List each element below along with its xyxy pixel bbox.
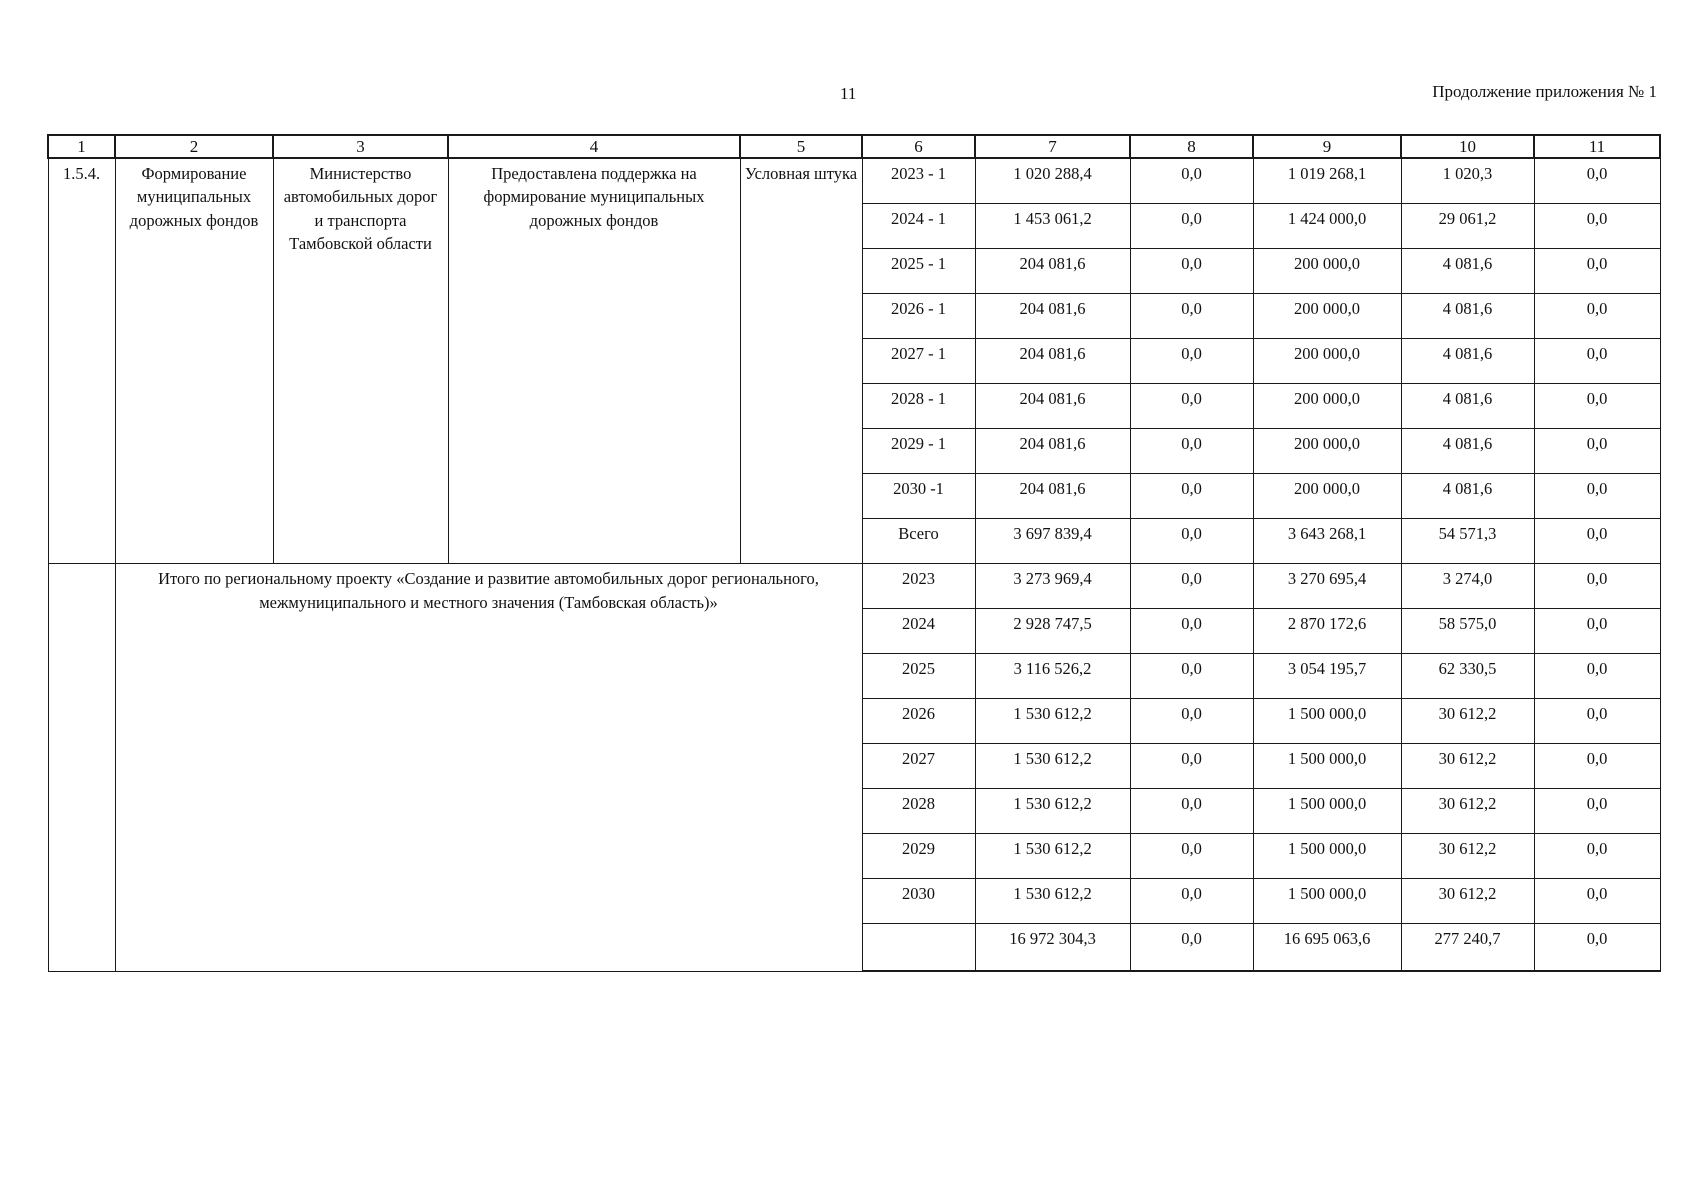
local-cell: 4 081,6	[1401, 384, 1534, 429]
header-cell: 11	[1534, 135, 1660, 158]
local-cell: 30 612,2	[1401, 834, 1534, 879]
itogo-title: Итого по региональному проекту «Создание и развитие автомобильных дорог регионального, межмуниципального и местного значения (Тамбовская область)»	[115, 564, 862, 972]
federal-cell: 0,0	[1130, 879, 1253, 924]
header-cell: 4	[448, 135, 740, 158]
period-cell	[862, 924, 975, 972]
local-cell: 54 571,3	[1401, 519, 1534, 564]
regional-cell: 1 500 000,0	[1253, 789, 1401, 834]
total-cell: 1 530 612,2	[975, 834, 1130, 879]
local-cell: 62 330,5	[1401, 654, 1534, 699]
period-cell: 2030 -1	[862, 474, 975, 519]
federal-cell: 0,0	[1130, 699, 1253, 744]
total-cell: 3 697 839,4	[975, 519, 1130, 564]
regional-cell: 3 643 268,1	[1253, 519, 1401, 564]
federal-cell: 0,0	[1130, 384, 1253, 429]
federal-cell: 0,0	[1130, 429, 1253, 474]
regional-cell: 1 500 000,0	[1253, 834, 1401, 879]
header-row	[48, 135, 1660, 158]
federal-cell: 0,0	[1130, 519, 1253, 564]
period-cell: 2030	[862, 879, 975, 924]
regional-cell: 200 000,0	[1253, 384, 1401, 429]
regional-cell: 16 695 063,6	[1253, 924, 1401, 972]
period-cell: 2023	[862, 564, 975, 609]
total-cell: 3 116 526,2	[975, 654, 1130, 699]
regional-cell: 200 000,0	[1253, 474, 1401, 519]
other-cell: 0,0	[1534, 834, 1660, 879]
continuation-label: Продолжение приложения № 1	[1432, 82, 1657, 101]
period-cell: 2026 - 1	[862, 294, 975, 339]
period-cell: 2029 - 1	[862, 429, 975, 474]
regional-cell: 3 270 695,4	[1253, 564, 1401, 609]
federal-cell: 0,0	[1130, 834, 1253, 879]
measure-result: Предоставлена поддержка на формирование муниципальных дорожных фондов	[448, 158, 740, 564]
federal-cell: 0,0	[1130, 249, 1253, 294]
local-cell: 30 612,2	[1401, 879, 1534, 924]
local-cell: 30 612,2	[1401, 744, 1534, 789]
header-cell: 1	[48, 135, 115, 158]
local-cell: 4 081,6	[1401, 429, 1534, 474]
regional-cell: 3 054 195,7	[1253, 654, 1401, 699]
header-cell: 7	[975, 135, 1130, 158]
total-cell: 204 081,6	[975, 384, 1130, 429]
total-cell: 1 530 612,2	[975, 789, 1130, 834]
page-number: 11	[840, 84, 857, 103]
itogo-row	[48, 564, 1660, 609]
measure-code: 1.5.4.	[48, 158, 115, 564]
local-cell: 3 274,0	[1401, 564, 1534, 609]
local-cell: 58 575,0	[1401, 609, 1534, 654]
federal-cell: 0,0	[1130, 204, 1253, 249]
period-cell: 2024 - 1	[862, 204, 975, 249]
other-cell: 0,0	[1534, 339, 1660, 384]
period-cell: 2025	[862, 654, 975, 699]
header-cell: 10	[1401, 135, 1534, 158]
federal-cell: 0,0	[1130, 474, 1253, 519]
measure-executor: Министерство автомобильных дорог и транспорта Тамбовской области	[273, 158, 448, 564]
federal-cell: 0,0	[1130, 924, 1253, 972]
measure-row	[48, 158, 1660, 204]
total-cell: 204 081,6	[975, 249, 1130, 294]
other-cell: 0,0	[1534, 564, 1660, 609]
total-cell: 1 530 612,2	[975, 699, 1130, 744]
other-cell: 0,0	[1534, 879, 1660, 924]
local-cell: 29 061,2	[1401, 204, 1534, 249]
other-cell: 0,0	[1534, 294, 1660, 339]
total-cell: 204 081,6	[975, 294, 1130, 339]
period-cell: 2024	[862, 609, 975, 654]
total-cell: 1 530 612,2	[975, 879, 1130, 924]
federal-cell: 0,0	[1130, 789, 1253, 834]
total-cell: 1 020 288,4	[975, 158, 1130, 204]
other-cell: 0,0	[1534, 654, 1660, 699]
federal-cell: 0,0	[1130, 339, 1253, 384]
federal-cell: 0,0	[1130, 744, 1253, 789]
regional-cell: 200 000,0	[1253, 249, 1401, 294]
total-cell: 204 081,6	[975, 474, 1130, 519]
period-cell: 2028	[862, 789, 975, 834]
regional-cell: 1 424 000,0	[1253, 204, 1401, 249]
regional-cell: 200 000,0	[1253, 294, 1401, 339]
period-cell: 2028 - 1	[862, 384, 975, 429]
header-cell: 6	[862, 135, 975, 158]
header-cell: 2	[115, 135, 273, 158]
budget-table	[47, 134, 1661, 972]
regional-cell: 1 500 000,0	[1253, 879, 1401, 924]
local-cell: 30 612,2	[1401, 789, 1534, 834]
regional-cell: 1 500 000,0	[1253, 744, 1401, 789]
local-cell: 1 020,3	[1401, 158, 1534, 204]
other-cell: 0,0	[1534, 474, 1660, 519]
period-cell: 2027 - 1	[862, 339, 975, 384]
regional-cell: 1 019 268,1	[1253, 158, 1401, 204]
header-cell: 5	[740, 135, 862, 158]
period-cell: 2025 - 1	[862, 249, 975, 294]
header-cell: 8	[1130, 135, 1253, 158]
other-cell: 0,0	[1534, 249, 1660, 294]
federal-cell: 0,0	[1130, 654, 1253, 699]
local-cell: 4 081,6	[1401, 339, 1534, 384]
regional-cell: 200 000,0	[1253, 429, 1401, 474]
header-cell: 3	[273, 135, 448, 158]
local-cell: 4 081,6	[1401, 474, 1534, 519]
other-cell: 0,0	[1534, 204, 1660, 249]
other-cell: 0,0	[1534, 519, 1660, 564]
period-cell: 2023 - 1	[862, 158, 975, 204]
total-cell: 1 530 612,2	[975, 744, 1130, 789]
total-cell: 204 081,6	[975, 429, 1130, 474]
federal-cell: 0,0	[1130, 158, 1253, 204]
period-cell: Всего	[862, 519, 975, 564]
local-cell: 4 081,6	[1401, 249, 1534, 294]
total-cell: 2 928 747,5	[975, 609, 1130, 654]
other-cell: 0,0	[1534, 699, 1660, 744]
regional-cell: 200 000,0	[1253, 339, 1401, 384]
measure-name: Формирование муниципальных дорожных фондов	[115, 158, 273, 564]
period-cell: 2029	[862, 834, 975, 879]
header-cell: 9	[1253, 135, 1401, 158]
total-cell: 1 453 061,2	[975, 204, 1130, 249]
measure-unit: Условная штука	[740, 158, 862, 564]
other-cell: 0,0	[1534, 609, 1660, 654]
federal-cell: 0,0	[1130, 609, 1253, 654]
other-cell: 0,0	[1534, 158, 1660, 204]
regional-cell: 2 870 172,6	[1253, 609, 1401, 654]
local-cell: 30 612,2	[1401, 699, 1534, 744]
total-cell: 16 972 304,3	[975, 924, 1130, 972]
other-cell: 0,0	[1534, 789, 1660, 834]
itogo-code	[48, 564, 115, 972]
other-cell: 0,0	[1534, 744, 1660, 789]
other-cell: 0,0	[1534, 924, 1660, 972]
local-cell: 4 081,6	[1401, 294, 1534, 339]
other-cell: 0,0	[1534, 384, 1660, 429]
period-cell: 2026	[862, 699, 975, 744]
total-cell: 204 081,6	[975, 339, 1130, 384]
federal-cell: 0,0	[1130, 564, 1253, 609]
federal-cell: 0,0	[1130, 294, 1253, 339]
regional-cell: 1 500 000,0	[1253, 699, 1401, 744]
total-cell: 3 273 969,4	[975, 564, 1130, 609]
local-cell: 277 240,7	[1401, 924, 1534, 972]
period-cell: 2027	[862, 744, 975, 789]
other-cell: 0,0	[1534, 429, 1660, 474]
